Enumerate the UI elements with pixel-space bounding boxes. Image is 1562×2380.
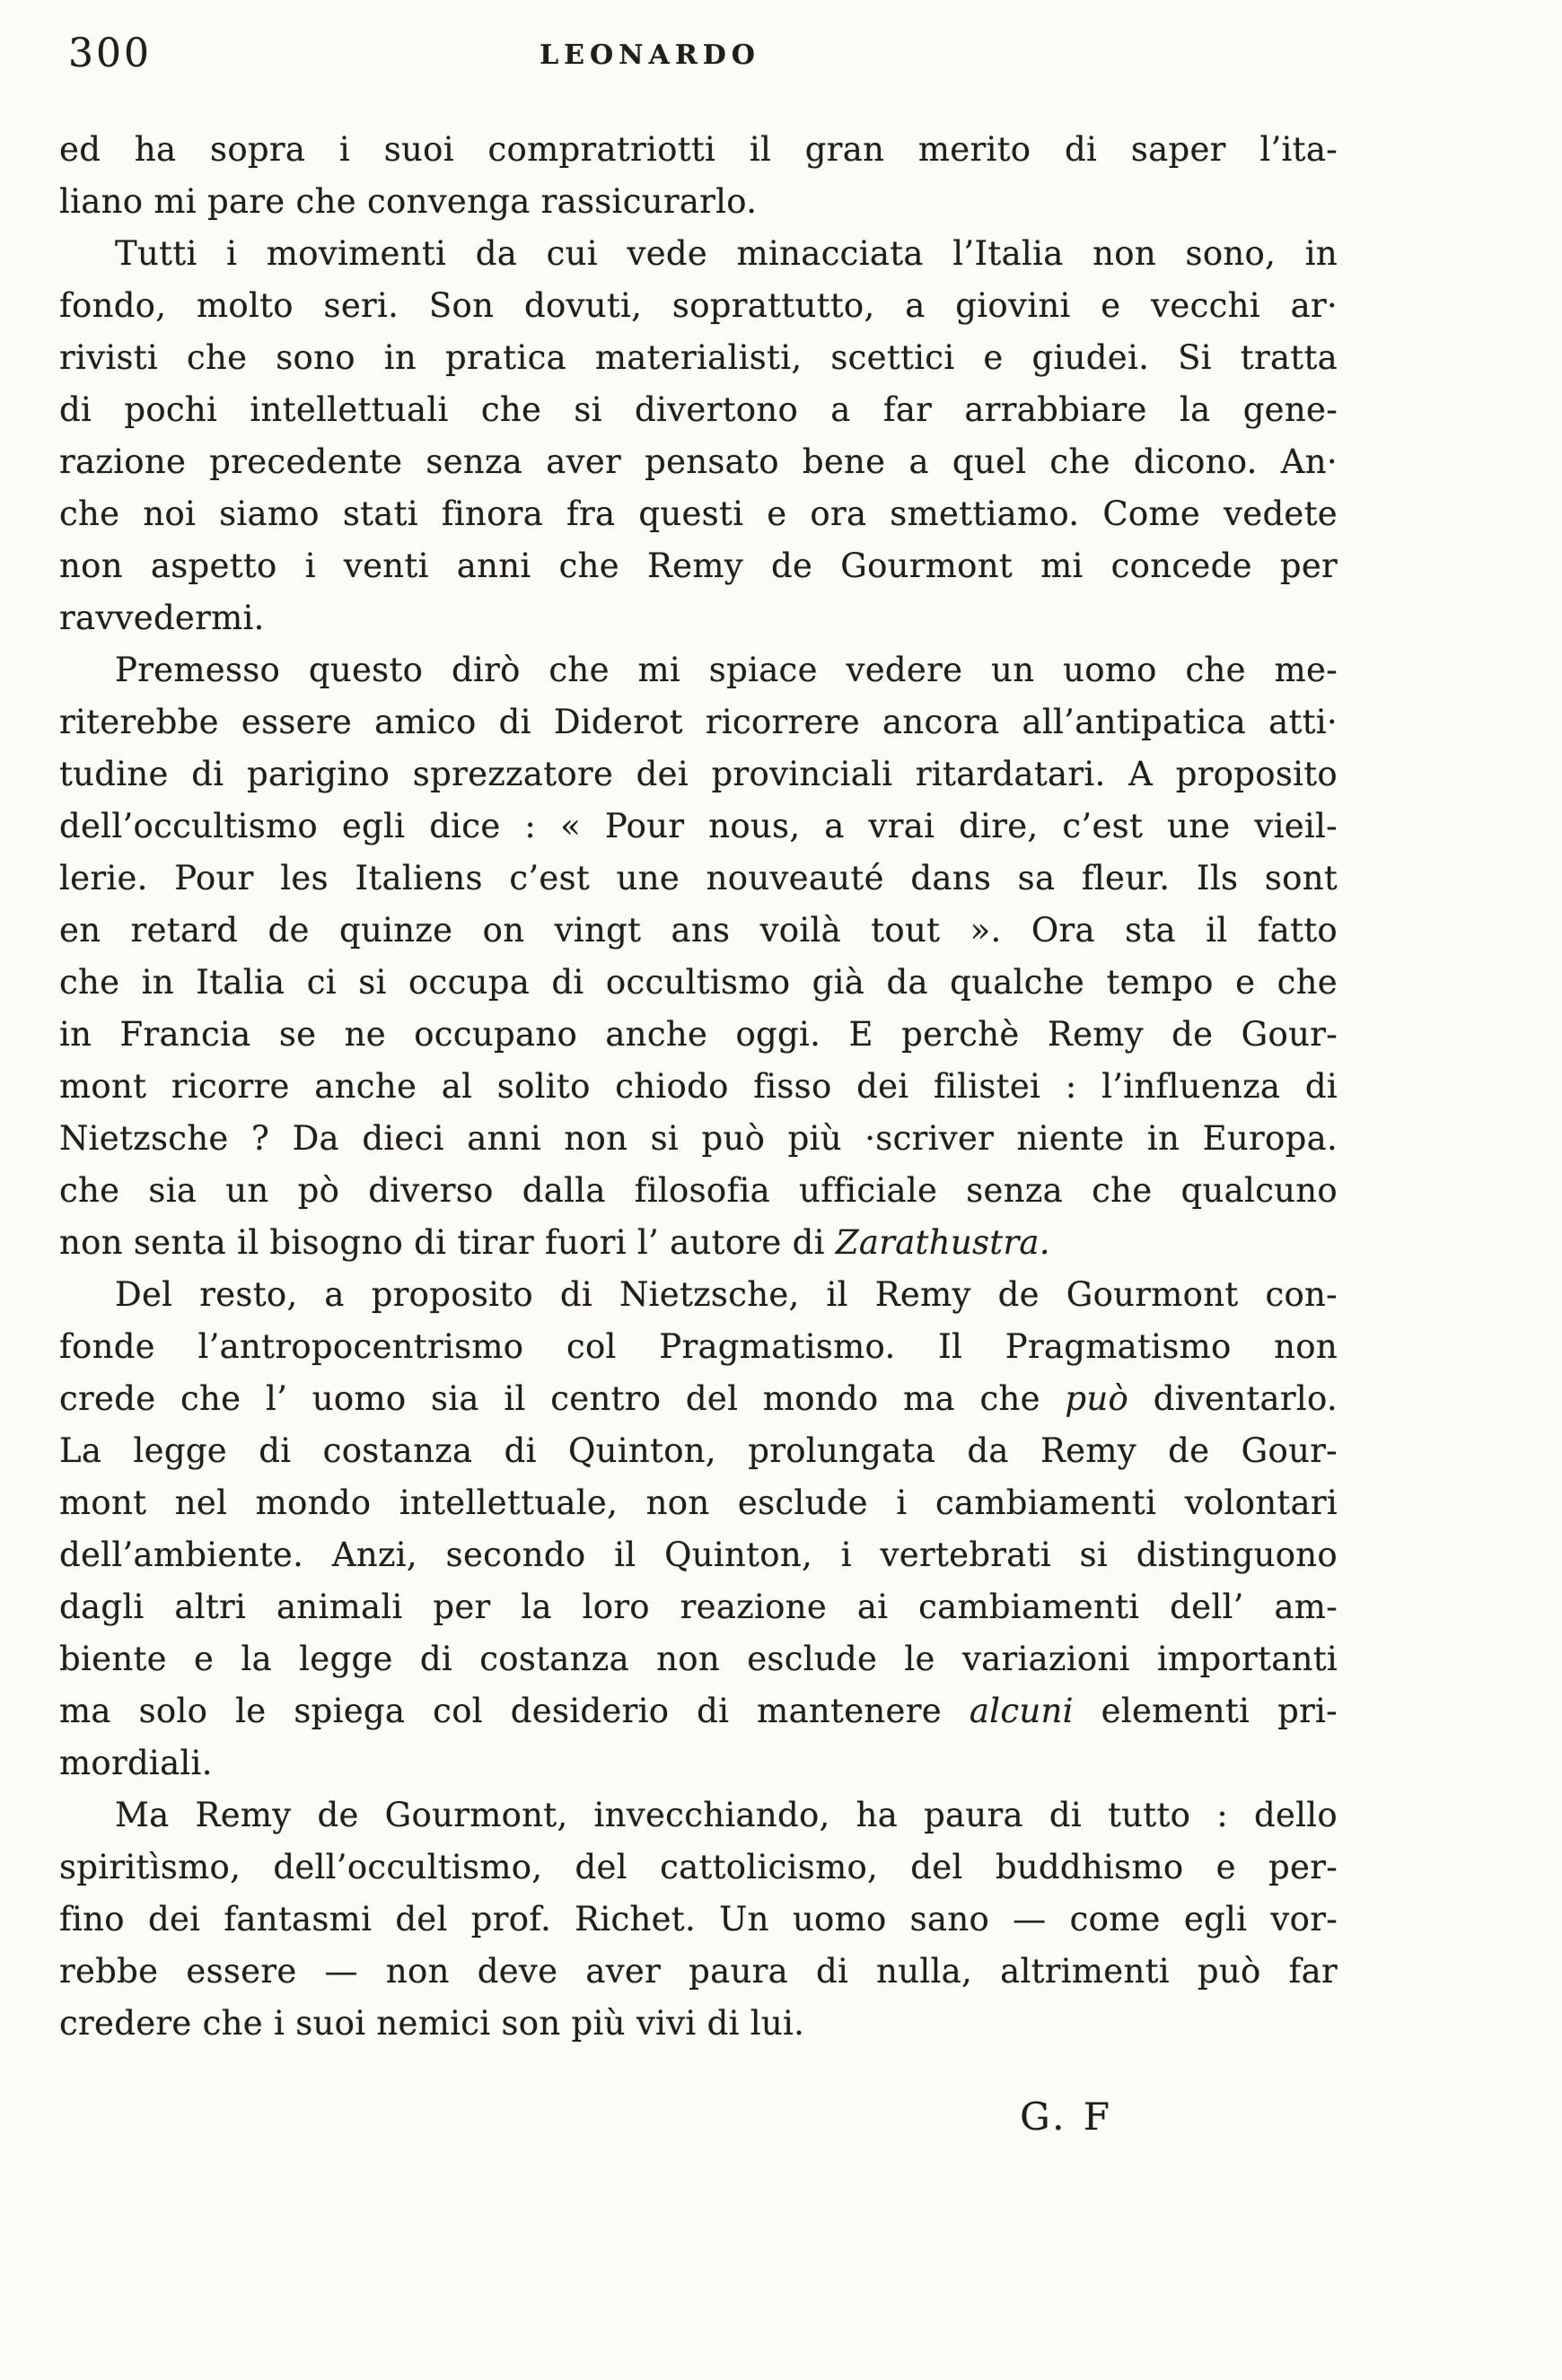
text-line	[59, 1113, 1338, 1165]
text-segment: Del resto, a proposito di Nietzsche, il Remy de Gourmont con-	[115, 1275, 1338, 1314]
text-line	[59, 1581, 1338, 1633]
text-segment: spiritìsmo, dell’occultismo, del cattolicismo, del buddhismo e per-	[59, 1848, 1338, 1886]
text-segment: in Francia se ne occupano anche oggi. E perchè Remy de Gour-	[59, 1015, 1338, 1054]
text-line	[59, 1737, 1338, 1789]
text-line	[59, 488, 1338, 540]
text-segment: fino dei fantasmi del prof. Richet. Un uomo sano — come egli vor-	[59, 1900, 1338, 1938]
text-segment: crede che l’ uomo sia il centro del mondo ma che	[59, 1379, 1066, 1418]
text-segment: lerie. Pour les Italiens c’est une nouveauté dans sa fleur. Ils sont	[59, 859, 1338, 897]
text-segment: dagli altri animali per la loro reazione ai cambiamenti dell’ am-	[59, 1588, 1338, 1626]
text-line	[59, 228, 1338, 280]
text-segment: Premesso questo dirò che mi spiace vedere un uomo che me-	[115, 651, 1338, 689]
text-line	[59, 1946, 1338, 1998]
text-segment: che sia un pò diverso dalla filosofia ufficiale senza che qualcuno	[59, 1171, 1338, 1210]
text-line	[59, 644, 1338, 696]
text-line	[59, 124, 1338, 176]
text-line	[59, 1061, 1338, 1113]
text-segment: dell’ambiente. Anzi, secondo il Quinton, i vertebrati si distinguono	[59, 1536, 1338, 1574]
text-line	[59, 1009, 1338, 1061]
text-segment: elementi pri-	[1073, 1692, 1338, 1730]
text-line	[59, 1165, 1338, 1217]
text-segment: non aspetto i venti anni che Remy de Gourmont mi concede per	[59, 547, 1338, 585]
text-segment: mont ricorre anche al solito chiodo fisso dei filistei : l’influenza di	[59, 1067, 1338, 1106]
author-signature: G. F	[1020, 2095, 1113, 2139]
text-segment: fondo, molto seri. Son dovuti, soprattutto, a giovini e vecchi ar·	[59, 286, 1338, 325]
text-segment: ma solo le spiega col desiderio di mantenere	[59, 1692, 970, 1730]
text-line	[59, 1425, 1338, 1477]
text-line	[59, 1842, 1338, 1894]
text-segment: tudine di parigino sprezzatore dei provinciali ritardatari. A proposito	[59, 755, 1338, 793]
text-line	[59, 540, 1338, 592]
text-segment: razione precedente senza aver pensato bene a quel che dicono. An·	[59, 442, 1338, 481]
text-line	[59, 332, 1338, 384]
text-line	[59, 1633, 1338, 1685]
text-line	[59, 1321, 1338, 1373]
text-line	[59, 1894, 1338, 1946]
text-segment: rebbe essere — non deve aver paura di nulla, altrimenti può far	[59, 1952, 1338, 1991]
text-segment: non senta il bisogno di tirar fuori l’ autore di	[59, 1223, 836, 1262]
paragraph	[59, 228, 1338, 644]
text-segment: La legge di costanza di Quinton, prolungata da Remy de Gour-	[59, 1431, 1338, 1470]
paragraph	[59, 644, 1338, 1269]
text-line	[59, 1269, 1338, 1321]
text-segment: che noi siamo stati finora fra questi e ora smettiamo. Come vedete	[59, 494, 1338, 533]
text-line	[59, 1217, 1338, 1269]
emphasized-text: alcuni	[969, 1692, 1074, 1730]
text-line	[59, 1373, 1338, 1425]
text-segment: mont nel mondo intellettuale, non esclude i cambiamenti volontari	[59, 1483, 1338, 1522]
text-segment: mordiali.	[59, 1744, 213, 1782]
text-line	[59, 1998, 1338, 2050]
text-segment: en retard de quinze on vingt ans voilà tout ». Ora sta il fatto	[59, 911, 1338, 949]
running-header: LEONARDO	[540, 39, 760, 71]
emphasized-text: può	[1065, 1379, 1129, 1418]
paragraph	[59, 1789, 1338, 2050]
text-segment: rivisti che sono in pratica materialisti, scettici e giudei. Si tratta	[59, 338, 1338, 377]
text-segment: Tutti i movimenti da cui vede minacciata l’Italia non sono, in	[115, 234, 1338, 273]
text-segment: ravvedermi.	[59, 599, 265, 637]
paragraph	[59, 1269, 1338, 1789]
text-segment: Nietzsche ? Da dieci anni non si può più ·scriver niente in Europa.	[59, 1119, 1338, 1158]
text-line	[59, 176, 1338, 228]
text-segment: credere che i suoi nemici son più vivi di lui.	[59, 2004, 805, 2043]
text-line	[59, 1477, 1338, 1529]
text-segment: di pochi intellettuali che si divertono a far arrabbiare la gene-	[59, 390, 1338, 429]
text-line	[59, 696, 1338, 748]
text-segment: ed ha sopra i suoi compratriotti il gran merito di saper l’ita-	[59, 130, 1338, 169]
text-segment: riterebbe essere amico di Diderot ricorrere ancora all’antipatica atti·	[59, 703, 1338, 741]
text-line	[59, 436, 1338, 488]
paragraph	[59, 124, 1338, 228]
text-segment: diventarlo.	[1128, 1379, 1338, 1418]
article-body	[59, 124, 1338, 2143]
text-line	[59, 801, 1338, 853]
text-segment: Ma Remy de Gourmont, invecchiando, ha paura di tutto : dello	[115, 1796, 1338, 1834]
text-line	[59, 1789, 1338, 1842]
text-segment: liano mi pare che convenga rassicurarlo.	[59, 182, 758, 221]
text-segment: biente e la legge di costanza non esclude le variazioni importanti	[59, 1640, 1338, 1678]
emphasized-text: Zarathustra.	[835, 1223, 1050, 1262]
text-line	[59, 280, 1338, 332]
paragraphs-container	[59, 124, 1338, 2050]
text-segment: che in Italia ci si occupa di occultismo già da qualche tempo e che	[59, 963, 1338, 1002]
text-line	[59, 853, 1338, 905]
text-line	[59, 592, 1338, 644]
text-segment: fonde l’antropocentrismo col Pragmatismo. Il Pragmatismo non	[59, 1327, 1338, 1366]
text-segment: dell’occultismo egli dice : « Pour nous, a vrai dire, c’est une vieil-	[59, 807, 1338, 845]
text-line	[59, 1685, 1338, 1737]
text-line	[59, 748, 1338, 801]
text-line	[59, 957, 1338, 1009]
text-line	[59, 905, 1338, 957]
text-line	[59, 384, 1338, 436]
text-line	[59, 1529, 1338, 1581]
page-number: 300	[68, 31, 152, 76]
